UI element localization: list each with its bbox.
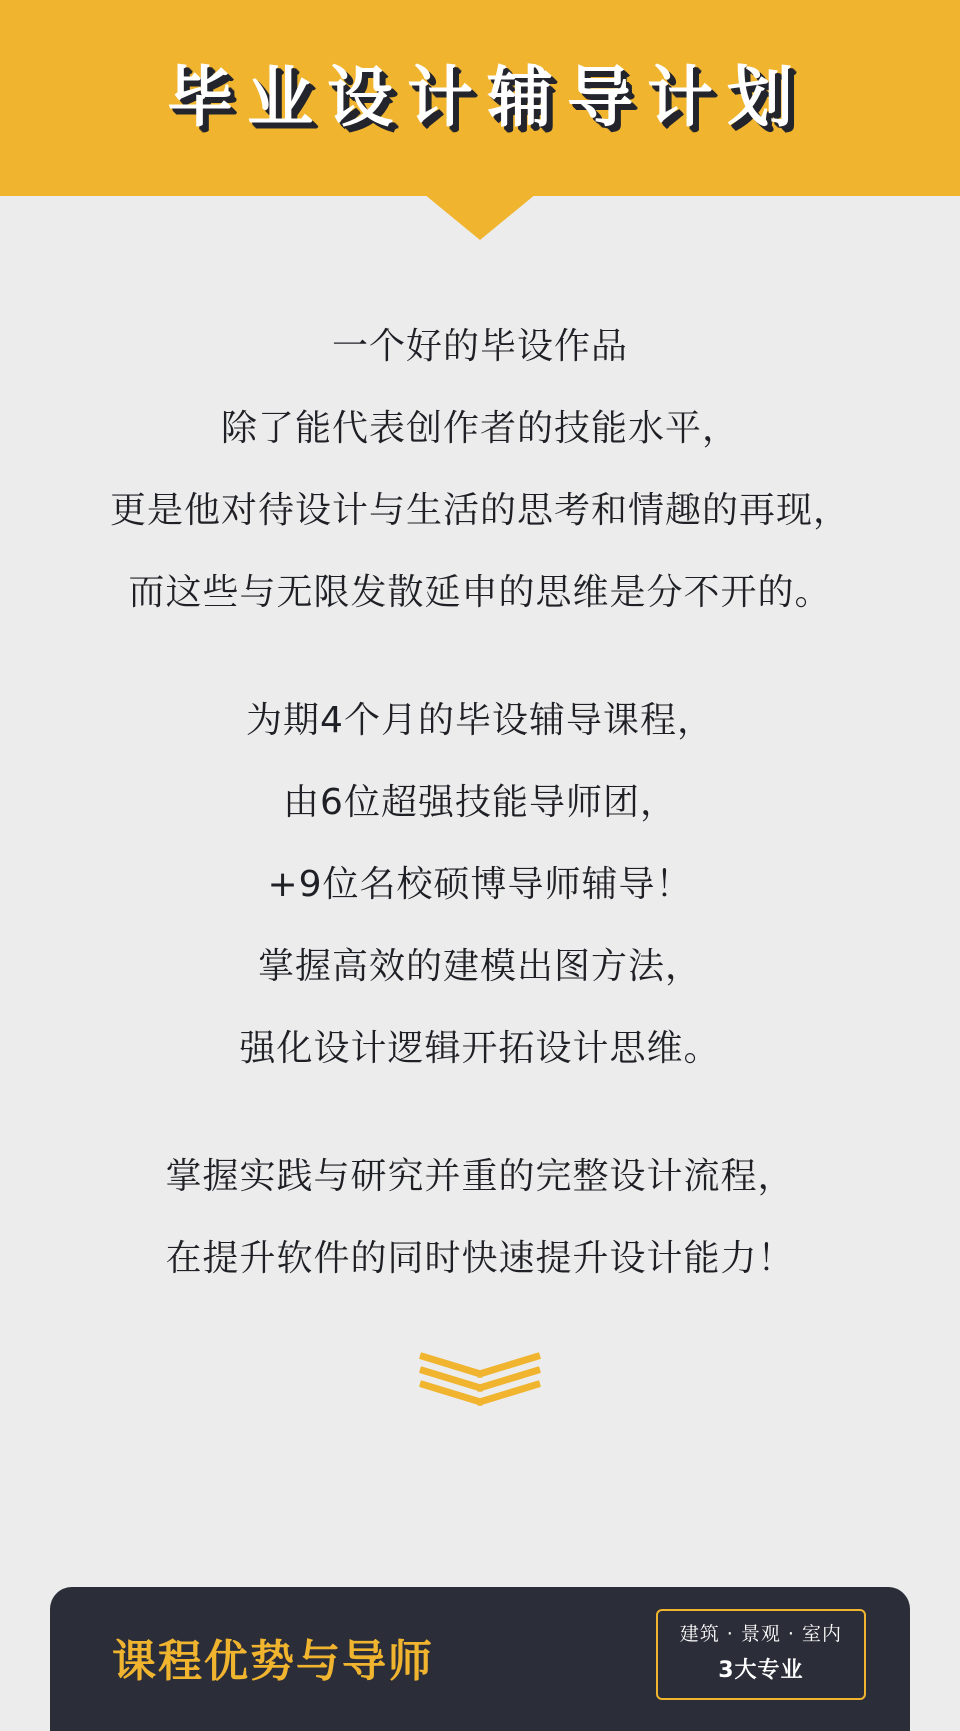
chevron-stroke xyxy=(420,1380,540,1398)
paragraph-1 xyxy=(0,306,960,634)
copy-line: +9位名校硕博导师辅导！ xyxy=(267,864,693,905)
banner-notch xyxy=(424,194,536,240)
copy-line: 一个好的毕设作品 xyxy=(331,326,628,367)
majors-count: 3大专业 xyxy=(718,1658,804,1683)
copy-line: 掌握高效的建模出图方法， xyxy=(257,946,702,987)
copy-line: 更是他对待设计与生活的思考和情趣的再现， xyxy=(109,490,850,531)
copy-line: 在提升软件的同时快速提升设计能力！ xyxy=(165,1238,795,1279)
section-header-card xyxy=(50,1587,910,1731)
body-copy xyxy=(0,306,960,1300)
paragraph-2 xyxy=(0,680,960,1090)
copy-line: 为期4个月的毕设辅导课程， xyxy=(246,700,714,741)
section-title: 课程优势与导师 xyxy=(112,1636,434,1687)
page-title: 毕业设计辅导计划 xyxy=(167,59,807,136)
copy-line: 掌握实践与研究并重的完整设计流程， xyxy=(165,1156,795,1197)
double-chevron-down-icon xyxy=(420,1352,540,1410)
majors-badge xyxy=(656,1609,866,1700)
copy-line: 除了能代表创作者的技能水平， xyxy=(220,408,739,449)
majors-list: 建筑 · 景观 · 室内 xyxy=(679,1623,842,1645)
copy-line: 强化设计逻辑开拓设计思维。 xyxy=(239,1028,721,1069)
copy-line: 由6位超强技能导师团， xyxy=(283,782,677,823)
copy-line: 而这些与无限发散延申的思维是分不开的。 xyxy=(128,572,832,613)
paragraph-3 xyxy=(0,1136,960,1300)
header-banner xyxy=(0,0,960,196)
